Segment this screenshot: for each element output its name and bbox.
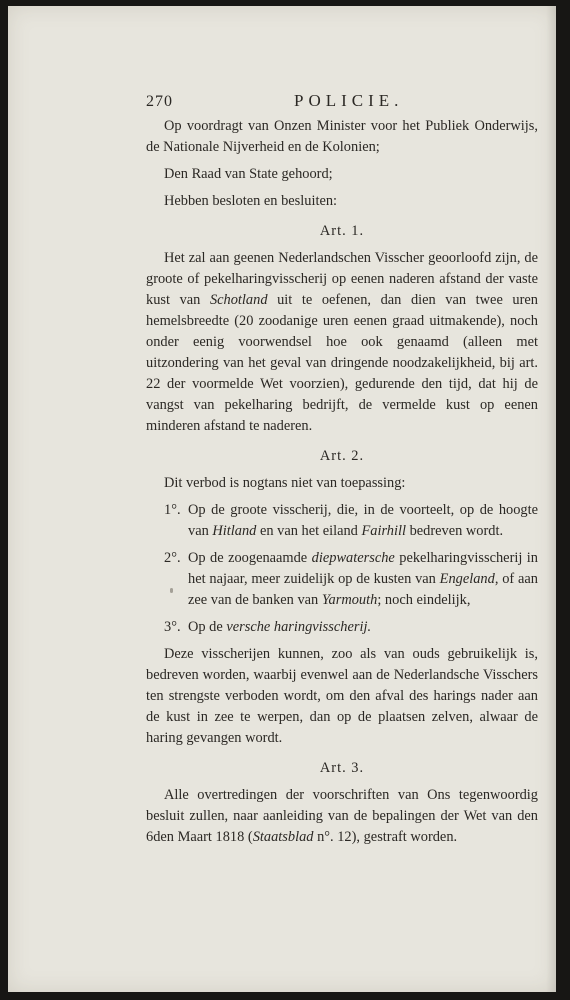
book-page	[8, 6, 556, 992]
text-run: pekelharingvisscherij in het najaar, meer zuidelijk op de kusten van	[188, 550, 539, 587]
text-run: , of aan zee van de banken van	[188, 571, 538, 608]
running-head: POLICIE.	[294, 91, 404, 110]
publication-name: Staatsblad	[252, 829, 314, 845]
article-1-text	[146, 248, 538, 437]
text-run: Op de groote visscherij, die, in de voorteelt, op de hoogte van	[188, 502, 538, 539]
item-number: 1°.	[164, 502, 181, 518]
place-name: Engeland	[439, 571, 495, 587]
text-run: uit te oefenen, dan dien van twee uren hemelsbreedte (20 zoodanige uren eenen graad uitmakende), noch onder eenig voorwendsel hoe ook genaamd (alleen met uitzondering van het geval van dringende noodzakelijkheid, bij art. 22 der voormelde Wet voorzien), gedurende den tijd, dat hij de vangst van pekelharing bedrijft, de vermelde kust op eenen minderen afstand te naderen.	[146, 292, 538, 434]
item-text	[188, 548, 538, 611]
page-text-block	[146, 86, 538, 848]
text-run: ; noch eindelijk,	[377, 592, 471, 608]
intro-paragraph-3: Hebben besloten en besluiten:	[164, 193, 338, 209]
list-item	[146, 548, 538, 611]
page-number: 270	[146, 93, 173, 110]
intro-paragraph-2: Den Raad van State gehoord;	[164, 166, 333, 182]
article-2-intro: Dit verbod is nogtans niet van toepassing:	[164, 475, 406, 491]
place-name: Fairhill	[361, 523, 406, 539]
text-run: Op de	[188, 619, 227, 635]
place-name: Hitland	[212, 523, 257, 539]
text-run: Op de zoogenaamde	[188, 550, 312, 566]
text-run: en van het eiland	[256, 523, 362, 539]
italic-term: diepwatersche	[311, 550, 395, 566]
item-text	[188, 617, 538, 638]
text-run: bedreven wordt.	[405, 523, 504, 539]
article-3-text	[146, 785, 538, 848]
page-header	[146, 86, 538, 116]
article-3-heading: Art. 3.	[319, 760, 365, 776]
article-1-heading: Art. 1.	[319, 223, 365, 239]
text-run: n°. 12), gestraft worden.	[313, 829, 458, 845]
place-name: Yarmouth	[321, 592, 378, 608]
list-item	[146, 500, 538, 542]
page-edge-shadow	[546, 6, 556, 992]
item-number: 3°.	[164, 619, 181, 635]
item-number: 2°.	[164, 550, 181, 566]
item-text	[188, 500, 538, 542]
list-item	[146, 617, 538, 638]
place-name: Schotland	[209, 292, 268, 308]
text-run: Alle overtredingen der voorschriften van Ons tegenwoordig besluit zullen, naar aanleiding van de bepalingen der Wet van den 6den Maart 1818 (	[146, 787, 538, 845]
italic-term: versche haringvisscherij.	[226, 619, 372, 635]
intro-paragraph-1: Op voordragt van Onzen Minister voor het Publiek Onderwijs, de Nationale Nijverheid en de Kolonien;	[146, 118, 538, 155]
text-run: Het zal aan geenen Nederlandschen Visscher geoorloofd zijn, de groote of pekelharingvisscherij op eenen naderen afstand der vaste kust van	[146, 250, 538, 308]
article-2-closing: Deze visscherijen kunnen, zoo als van ouds gebruikelijk is, bedreven worden, waarbij evenwel aan de Nederlandsche Visschers ten strengste verboden wordt, om den afval des harings nader aan de kust in zee te werpen, dan op de plaatsen zelven, alwaar de haring gevangen wordt.	[146, 646, 538, 746]
article-2-heading: Art. 2.	[319, 448, 365, 464]
